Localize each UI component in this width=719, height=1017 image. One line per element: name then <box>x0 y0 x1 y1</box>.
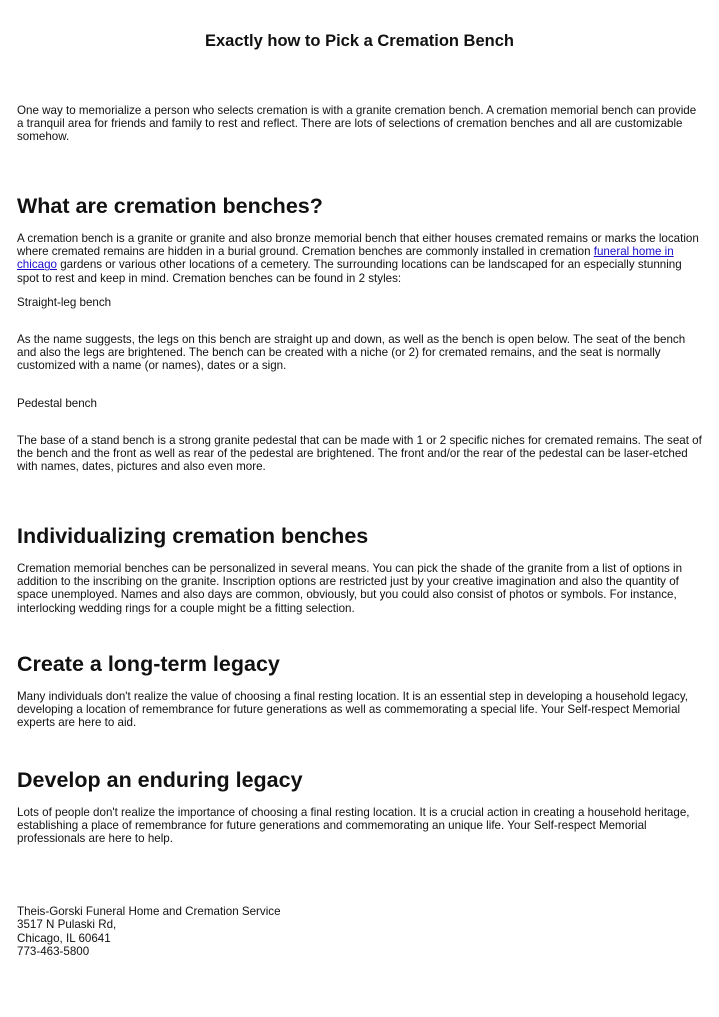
individualizing-paragraph: Cremation memorial benches can be personalized in several means. You can pick the shade of the granite from a list of options in addition to the inscribing on the granite. Inscription options are restricted just by your creative imagination and also the quantity of space unemployed. Names and also days are common, obviously, but you could also consist of photos or symbols. For instance, interlocking wedding rings for a couple might be a fitting selection. <box>17 562 683 615</box>
what-paragraph-text-2: gardens or various other locations of a cemetery. The surrounding locations can be landscaped for an especially stunning spot to rest and keep in mind. Cremation benches can be found in 2 styles: <box>17 258 682 285</box>
contact-address <box>17 905 281 959</box>
long-term-paragraph: Many individuals don't realize the value of choosing a final resting location. It is an essential step in developing a household legacy, developing a location of remembrance for future generations as well as commemorating a special life. Your Self-respect Memorial experts are here to aid. <box>17 690 688 730</box>
heading-long-term-legacy: Create a long-term legacy <box>17 652 280 676</box>
straight-leg-label: Straight-leg bench <box>17 296 112 309</box>
pedestal-description: The base of a stand bench is a strong granite pedestal that can be made with 1 or 2 specific niches for cremated remains. The seat of the bench and the front as well as rear of the pedestal are brightened. The front and/or the rear of the pedestal can be laser-etched with names, dates, pictures and also even more. <box>17 434 702 474</box>
heading-what-are-cremation-benches: What are cremation benches? <box>17 194 323 218</box>
funeral-home-link[interactable]: funeral home in chicago <box>17 245 674 272</box>
business-name: Theis-Gorski Funeral Home and Cremation Service <box>17 905 281 918</box>
what-paragraph <box>17 232 705 285</box>
pedestal-label: Pedestal bench <box>17 397 97 410</box>
straight-leg-description: As the name suggests, the legs on this bench are straight up and down, as well as the bench is open below. The seat of the bench and also the legs are brightened. The bench can be created with a niche (or 2) for cremated remains, and the seat is normally customized with a name (or names), dates or a sign. <box>17 333 686 373</box>
city-state-zip: Chicago, IL 60641 <box>17 931 111 945</box>
intro-paragraph: One way to memorialize a person who selects cremation is with a granite cremation bench. A cremation memorial bench can provide a tranquil area for friends and family to rest and reflect. There are lots of selections of cremation benches and all are customizable somehow. <box>17 104 697 144</box>
enduring-paragraph: Lots of people don't realize the importance of choosing a final resting location. It is a crucial action in creating a household heritage, establishing a place of remembrance for future generations and commemorating an unique life. Your Self-respect Memorial professionals are here to help. <box>17 806 690 846</box>
heading-enduring-legacy: Develop an enduring legacy <box>17 768 303 792</box>
heading-individualizing: Individualizing cremation benches <box>17 524 369 548</box>
street-address: 3517 N Pulaski Rd, <box>17 918 117 932</box>
phone-number: 773-463-5800 <box>17 945 90 959</box>
document-title: Exactly how to Pick a Cremation Bench <box>204 32 514 50</box>
what-paragraph-text-1: A cremation bench is a granite or granite and also bronze memorial bench that either houses cremated remains or marks the location where cremated remains are hidden in a burial ground. Cremation benches are commonly installed in cremation <box>17 232 699 259</box>
